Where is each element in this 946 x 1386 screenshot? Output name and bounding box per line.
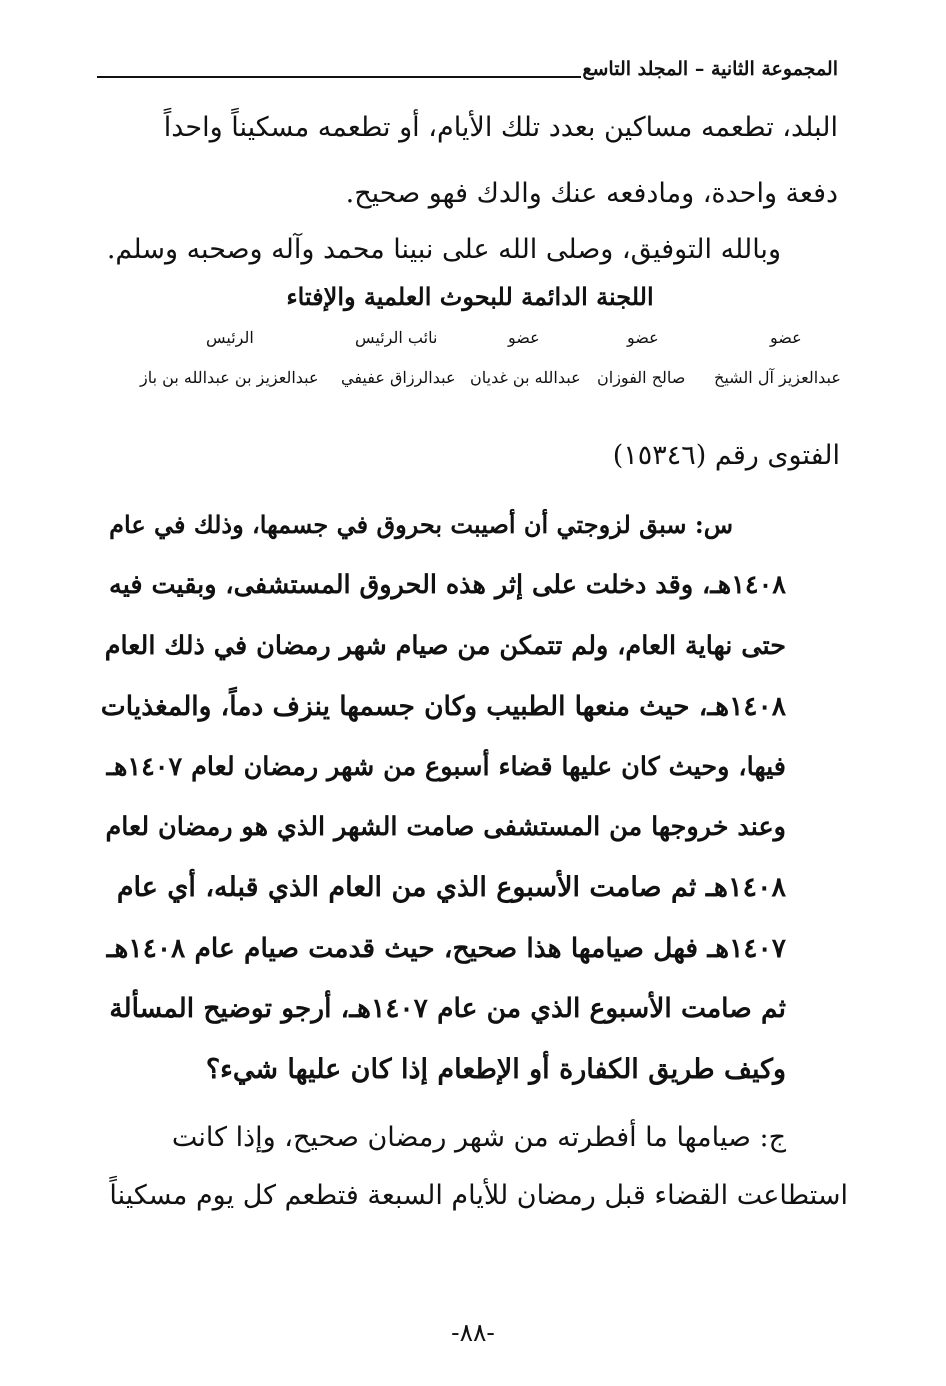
- question-line-6: وعند خروجها من المستشفى صامت الشهر الذي هو رمضان لعام: [105, 812, 786, 842]
- member-name-5: عبدالعزيز بن عبدالله بن باز: [140, 368, 319, 387]
- member-name-1: عبدالعزيز آل الشيخ: [714, 368, 841, 387]
- question-line-5: فيها، وحيث كان عليها قضاء أسبوع من شهر رمضان لعام ١٤٠٧هـ: [106, 752, 786, 782]
- page-number: -٨٨-: [451, 1318, 495, 1347]
- member-role-3: عضو: [508, 328, 540, 347]
- answer-line-2: استطاعت القضاء قبل رمضان للأيام السبعة فتطعم كل يوم مسكيناً: [109, 1180, 848, 1211]
- member-role-5: الرئيس: [206, 328, 254, 347]
- question-line-1: س: سبق لزوجتي أن أصيبت بحروق في جسمها، وذلك في عام: [109, 510, 733, 539]
- question-line-9: ثم صامت الأسبوع الذي من عام ١٤٠٧هـ، أرجو توضيح المسألة: [109, 993, 786, 1024]
- member-name-4: عبدالرزاق عفيفي: [341, 368, 456, 387]
- member-role-4: نائب الرئيس: [355, 328, 438, 347]
- member-role-2: عضو: [627, 328, 659, 347]
- prev-answer-line-1: البلد، تطعمه مساكين بعدد تلك الأيام، أو تطعمه مسكيناً واحداً: [163, 112, 838, 143]
- answer-line-1: ج: صيامها ما أفطرته من شهر رمضان صحيح، وإذا كانت: [171, 1122, 786, 1153]
- running-header: المجموعة الثانية – المجلد التاسع: [582, 58, 838, 80]
- question-line-4: ١٤٠٨هـ، حيث منعها الطبيب وكان جسمها ينزف دماً، والمغذيات: [100, 691, 786, 722]
- closing-prayer: وبالله التوفيق، وصلى الله على نبينا محمد وآله وصحبه وسلم.: [106, 234, 781, 265]
- question-line-10: وكيف طريق الكفارة أو الإطعام إذا كان عليها شيء؟: [205, 1054, 786, 1085]
- prev-answer-line-2: دفعة واحدة، ومادفعه عنك والدك فهو صحيح.: [345, 178, 838, 209]
- question-line-2: ١٤٠٨هـ، وقد دخلت على إثر هذه الحروق المستشفى، وبقيت فيه: [109, 570, 786, 600]
- member-name-2: صالح الفوزان: [597, 368, 686, 387]
- member-role-1: عضو: [770, 328, 802, 347]
- fatwa-number: الفتوى رقم (١٥٣٤٦): [612, 440, 840, 471]
- question-line-3: حتى نهاية العام، ولم تتمكن من صيام شهر رمضان في ذلك العام: [104, 631, 786, 661]
- question-line-7: ١٤٠٨هـ ثم صامت الأسبوع الذي من العام الذي قبله، أي عام: [116, 872, 786, 903]
- header-rule: [97, 76, 581, 78]
- member-name-3: عبدالله بن غديان: [470, 368, 581, 387]
- question-line-8: ١٤٠٧هـ فهل صيامها هذا صحيح، حيث قدمت صيام عام ١٤٠٨هـ: [106, 933, 786, 964]
- committee-title: اللجنة الدائمة للبحوث العلمية والإفتاء: [286, 282, 654, 311]
